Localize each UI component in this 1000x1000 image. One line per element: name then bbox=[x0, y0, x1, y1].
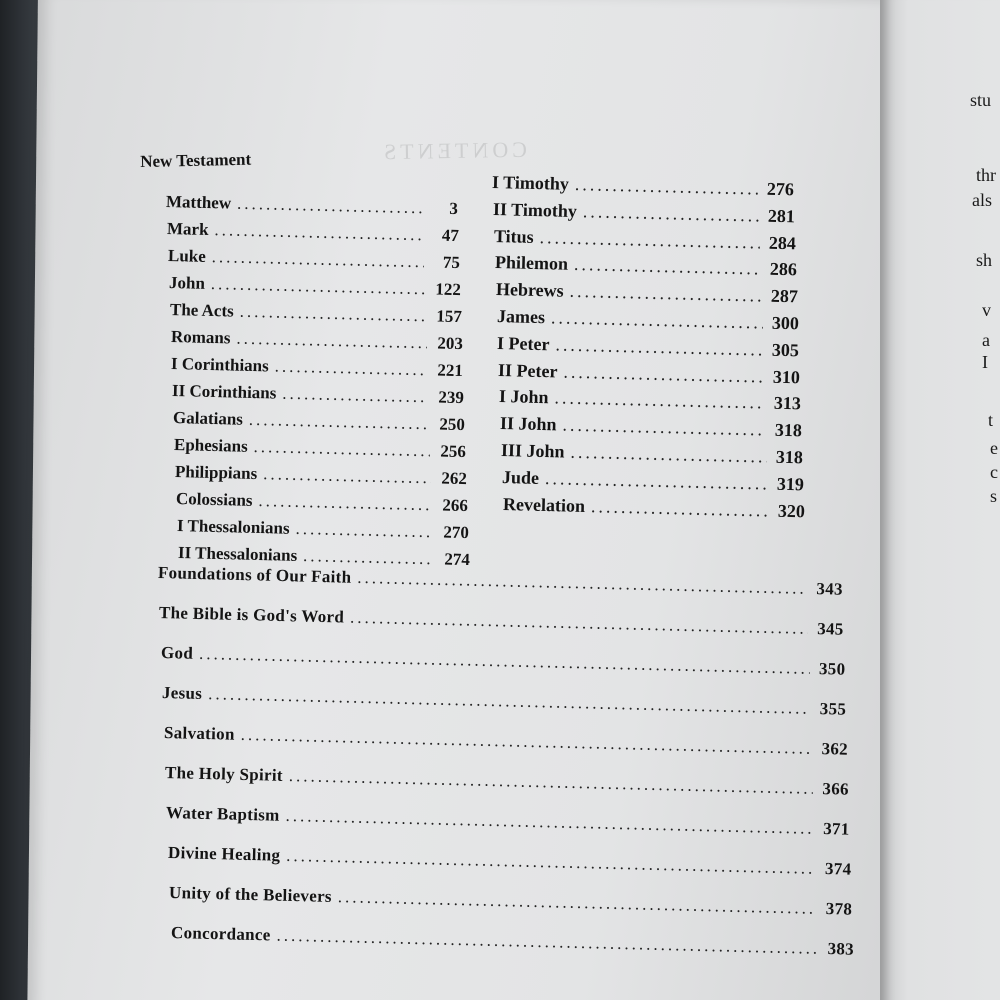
dot-leader bbox=[258, 491, 432, 515]
section-heading: New Testament bbox=[140, 149, 252, 171]
toc-entry-page: 319 bbox=[776, 473, 805, 495]
toc-entry bbox=[498, 360, 800, 388]
toc-entry bbox=[501, 440, 803, 468]
facing-page-fragment: sh bbox=[976, 250, 993, 270]
toc-entry-page: 122 bbox=[434, 279, 461, 300]
toc-entry-title: Philippians bbox=[174, 462, 258, 484]
dot-leader bbox=[545, 468, 768, 494]
toc-entry-title: Salvation bbox=[163, 723, 235, 744]
dot-leader bbox=[237, 194, 422, 219]
toc-entry-title: Unity of the Believers bbox=[168, 883, 333, 906]
toc-entry-title: Water Baptism bbox=[166, 803, 281, 825]
dot-leader bbox=[249, 410, 430, 434]
toc-entry-page: 355 bbox=[819, 699, 847, 719]
toc-entry bbox=[163, 723, 847, 760]
toc-entry-page: 305 bbox=[772, 339, 800, 361]
toc-entry-title: Galatians bbox=[172, 408, 244, 429]
toc-entry bbox=[493, 199, 795, 227]
toc-entry bbox=[170, 923, 853, 960]
dot-leader bbox=[554, 388, 765, 414]
toc-entry-page: 276 bbox=[766, 178, 795, 200]
toc-entry-title: II Thessalonians bbox=[177, 543, 298, 565]
toc-entry-title: Ephesians bbox=[173, 435, 249, 456]
dot-leader bbox=[562, 415, 766, 441]
toc-entry bbox=[494, 252, 796, 280]
facing-page-fragment: t bbox=[988, 410, 994, 430]
toc-entry-page: 250 bbox=[439, 414, 466, 435]
toc-entry bbox=[492, 172, 794, 200]
dot-leader bbox=[286, 846, 816, 879]
toc-entry bbox=[502, 467, 804, 495]
toc-entry-title: The Acts bbox=[169, 300, 234, 321]
dot-leader bbox=[582, 201, 759, 226]
toc-entry-page: 383 bbox=[826, 939, 854, 959]
toc-entry-title: Philemon bbox=[494, 252, 568, 275]
toc-entry-title: II John bbox=[499, 413, 557, 435]
toc-entry bbox=[174, 435, 466, 462]
toc-entry-page: 320 bbox=[777, 500, 805, 521]
dot-leader bbox=[550, 307, 762, 333]
dot-leader bbox=[208, 684, 810, 719]
toc-entry-title: Foundations of Our Faith bbox=[157, 563, 352, 587]
facing-page-fragment: stu bbox=[970, 90, 992, 110]
dot-leader bbox=[573, 254, 760, 280]
toc-entry-page: 266 bbox=[442, 495, 469, 516]
dot-leader bbox=[295, 519, 433, 542]
toc-entry-title: James bbox=[496, 306, 545, 328]
dot-leader bbox=[303, 546, 434, 569]
toc-entry bbox=[176, 489, 468, 516]
toc-entry-page: 270 bbox=[442, 522, 469, 543]
toc-entry-title: II Timothy bbox=[492, 198, 577, 221]
dot-leader bbox=[289, 766, 813, 799]
dot-leader bbox=[199, 644, 810, 679]
toc-entry bbox=[494, 226, 796, 254]
toc-entry bbox=[172, 381, 464, 408]
facing-page-fragment: s bbox=[990, 486, 998, 506]
toc-entry-page: 256 bbox=[440, 441, 467, 462]
toc-entry-page: 157 bbox=[435, 306, 462, 327]
toc-entry bbox=[499, 386, 801, 414]
toc-entry bbox=[161, 643, 846, 680]
toc-entry-title: I Timothy bbox=[491, 172, 570, 194]
toc-entry bbox=[168, 273, 460, 300]
facing-page-fragment: v bbox=[982, 300, 991, 320]
toc-entry-page: 221 bbox=[437, 360, 464, 381]
toc-entry bbox=[495, 279, 797, 307]
toc-entry-page: 345 bbox=[817, 619, 845, 639]
toc-entry bbox=[168, 843, 852, 880]
toc-entry bbox=[170, 327, 462, 354]
toc-entry bbox=[168, 246, 460, 273]
toc-entry-page: 371 bbox=[823, 819, 851, 839]
toc-entry bbox=[177, 516, 469, 543]
toc-entry bbox=[497, 333, 799, 361]
toc-entry-title: Colossians bbox=[175, 489, 253, 510]
toc-entry-title: I Peter bbox=[497, 332, 551, 355]
dot-leader bbox=[263, 464, 431, 488]
dot-leader bbox=[236, 329, 427, 354]
toc-entry-page: 318 bbox=[774, 419, 803, 441]
toc-entry-page: 262 bbox=[441, 468, 468, 489]
toc-entry bbox=[171, 354, 463, 381]
toc-entry-title: Jude bbox=[501, 466, 540, 488]
toc-entry-title: Titus bbox=[493, 225, 534, 247]
dot-leader bbox=[563, 361, 764, 387]
toc-entry-page: 203 bbox=[436, 333, 463, 354]
toc-entry-page: 366 bbox=[822, 779, 850, 799]
dot-leader bbox=[276, 926, 818, 959]
dot-leader bbox=[569, 281, 762, 307]
toc-entry-title: III John bbox=[500, 440, 565, 462]
dot-leader bbox=[570, 442, 767, 468]
toc-entry bbox=[166, 803, 850, 840]
toc-entry-page: 310 bbox=[772, 366, 801, 387]
toc-entry-title: II Peter bbox=[498, 359, 559, 382]
toc-entry bbox=[166, 192, 458, 219]
toc-entry bbox=[159, 603, 844, 640]
toc-entry-title: Divine Healing bbox=[167, 843, 281, 865]
toc-entry-page: 281 bbox=[767, 205, 796, 227]
toc-entry-page: 75 bbox=[442, 252, 460, 273]
facing-page-fragment: thr bbox=[976, 165, 996, 185]
dot-leader bbox=[575, 174, 759, 199]
toc-entry-title: II Corinthians bbox=[172, 381, 277, 403]
toc-entry-title: The Holy Spirit bbox=[164, 763, 284, 785]
toc-entry bbox=[169, 883, 853, 920]
toc-entry bbox=[158, 563, 843, 600]
toc-entry-title: Romans bbox=[170, 327, 231, 348]
facing-page-fragment: als bbox=[972, 190, 992, 210]
toc-entry-page: 239 bbox=[438, 387, 465, 408]
toc-entry-page: 3 bbox=[449, 198, 459, 219]
toc-entry-page: 47 bbox=[441, 225, 460, 246]
toc-entry bbox=[500, 413, 802, 441]
toc-entry-page: 284 bbox=[768, 232, 796, 253]
toc-entry-page: 274 bbox=[443, 549, 470, 570]
toc-entry-title: God bbox=[160, 643, 194, 663]
dot-leader bbox=[286, 806, 815, 839]
dot-leader bbox=[275, 357, 428, 381]
toc-entry-page: 318 bbox=[775, 446, 804, 468]
facing-page-fragment: a bbox=[982, 330, 990, 350]
toc-entry bbox=[167, 219, 459, 246]
toc-entry bbox=[165, 763, 849, 800]
toc-entry-page: 343 bbox=[816, 579, 844, 599]
toc-entry-page: 362 bbox=[820, 739, 848, 759]
dot-leader bbox=[211, 247, 424, 272]
toc-entry-title: Matthew bbox=[165, 192, 232, 213]
dot-leader bbox=[357, 568, 807, 599]
toc-entry bbox=[173, 408, 465, 435]
facing-page-fragment: I bbox=[982, 352, 988, 372]
toc-entry-page: 350 bbox=[818, 659, 846, 679]
toc-entry-title: Concordance bbox=[170, 923, 271, 945]
dot-leader bbox=[282, 384, 428, 408]
toc-entry-page: 378 bbox=[825, 899, 853, 919]
toc-entry-title: I Thessalonians bbox=[176, 516, 290, 538]
toc-entry bbox=[162, 683, 847, 720]
dot-leader bbox=[214, 220, 423, 245]
dot-leader bbox=[240, 725, 812, 759]
dot-leader bbox=[254, 437, 431, 461]
facing-page-fragment: e bbox=[990, 438, 998, 458]
toc-entry-title: I John bbox=[498, 386, 549, 408]
toc-entry-page: 287 bbox=[770, 285, 798, 307]
bleed-through-text: CONTENTS bbox=[379, 136, 528, 165]
dot-leader bbox=[350, 608, 808, 639]
toc-entry bbox=[503, 494, 805, 522]
toc-entry-title: Mark bbox=[166, 219, 209, 240]
toc-entry bbox=[175, 462, 467, 489]
toc-entry bbox=[169, 300, 461, 327]
toc-entry-page: 300 bbox=[771, 312, 799, 334]
toc-entry-title: Jesus bbox=[161, 683, 203, 703]
dot-leader bbox=[210, 274, 425, 299]
dot-leader bbox=[590, 496, 768, 521]
dot-leader bbox=[539, 227, 760, 253]
toc-entry-title: I Corinthians bbox=[171, 354, 270, 376]
toc-entry-page: 313 bbox=[773, 393, 802, 414]
toc-entry-title: The Bible is God's Word bbox=[159, 603, 345, 627]
dot-leader bbox=[556, 334, 764, 360]
toc-entry-page: 286 bbox=[769, 259, 797, 280]
dot-leader bbox=[239, 302, 426, 327]
toc-entry-title: John bbox=[168, 273, 205, 293]
facing-page-fragment: c bbox=[990, 462, 998, 482]
toc-entry-title: Hebrews bbox=[495, 279, 564, 301]
toc-entry-title: Revelation bbox=[502, 493, 586, 516]
toc-entry-page: 374 bbox=[824, 859, 852, 879]
toc-entry bbox=[496, 306, 798, 334]
toc-entry-title: Luke bbox=[167, 246, 206, 266]
dot-leader bbox=[338, 887, 817, 919]
